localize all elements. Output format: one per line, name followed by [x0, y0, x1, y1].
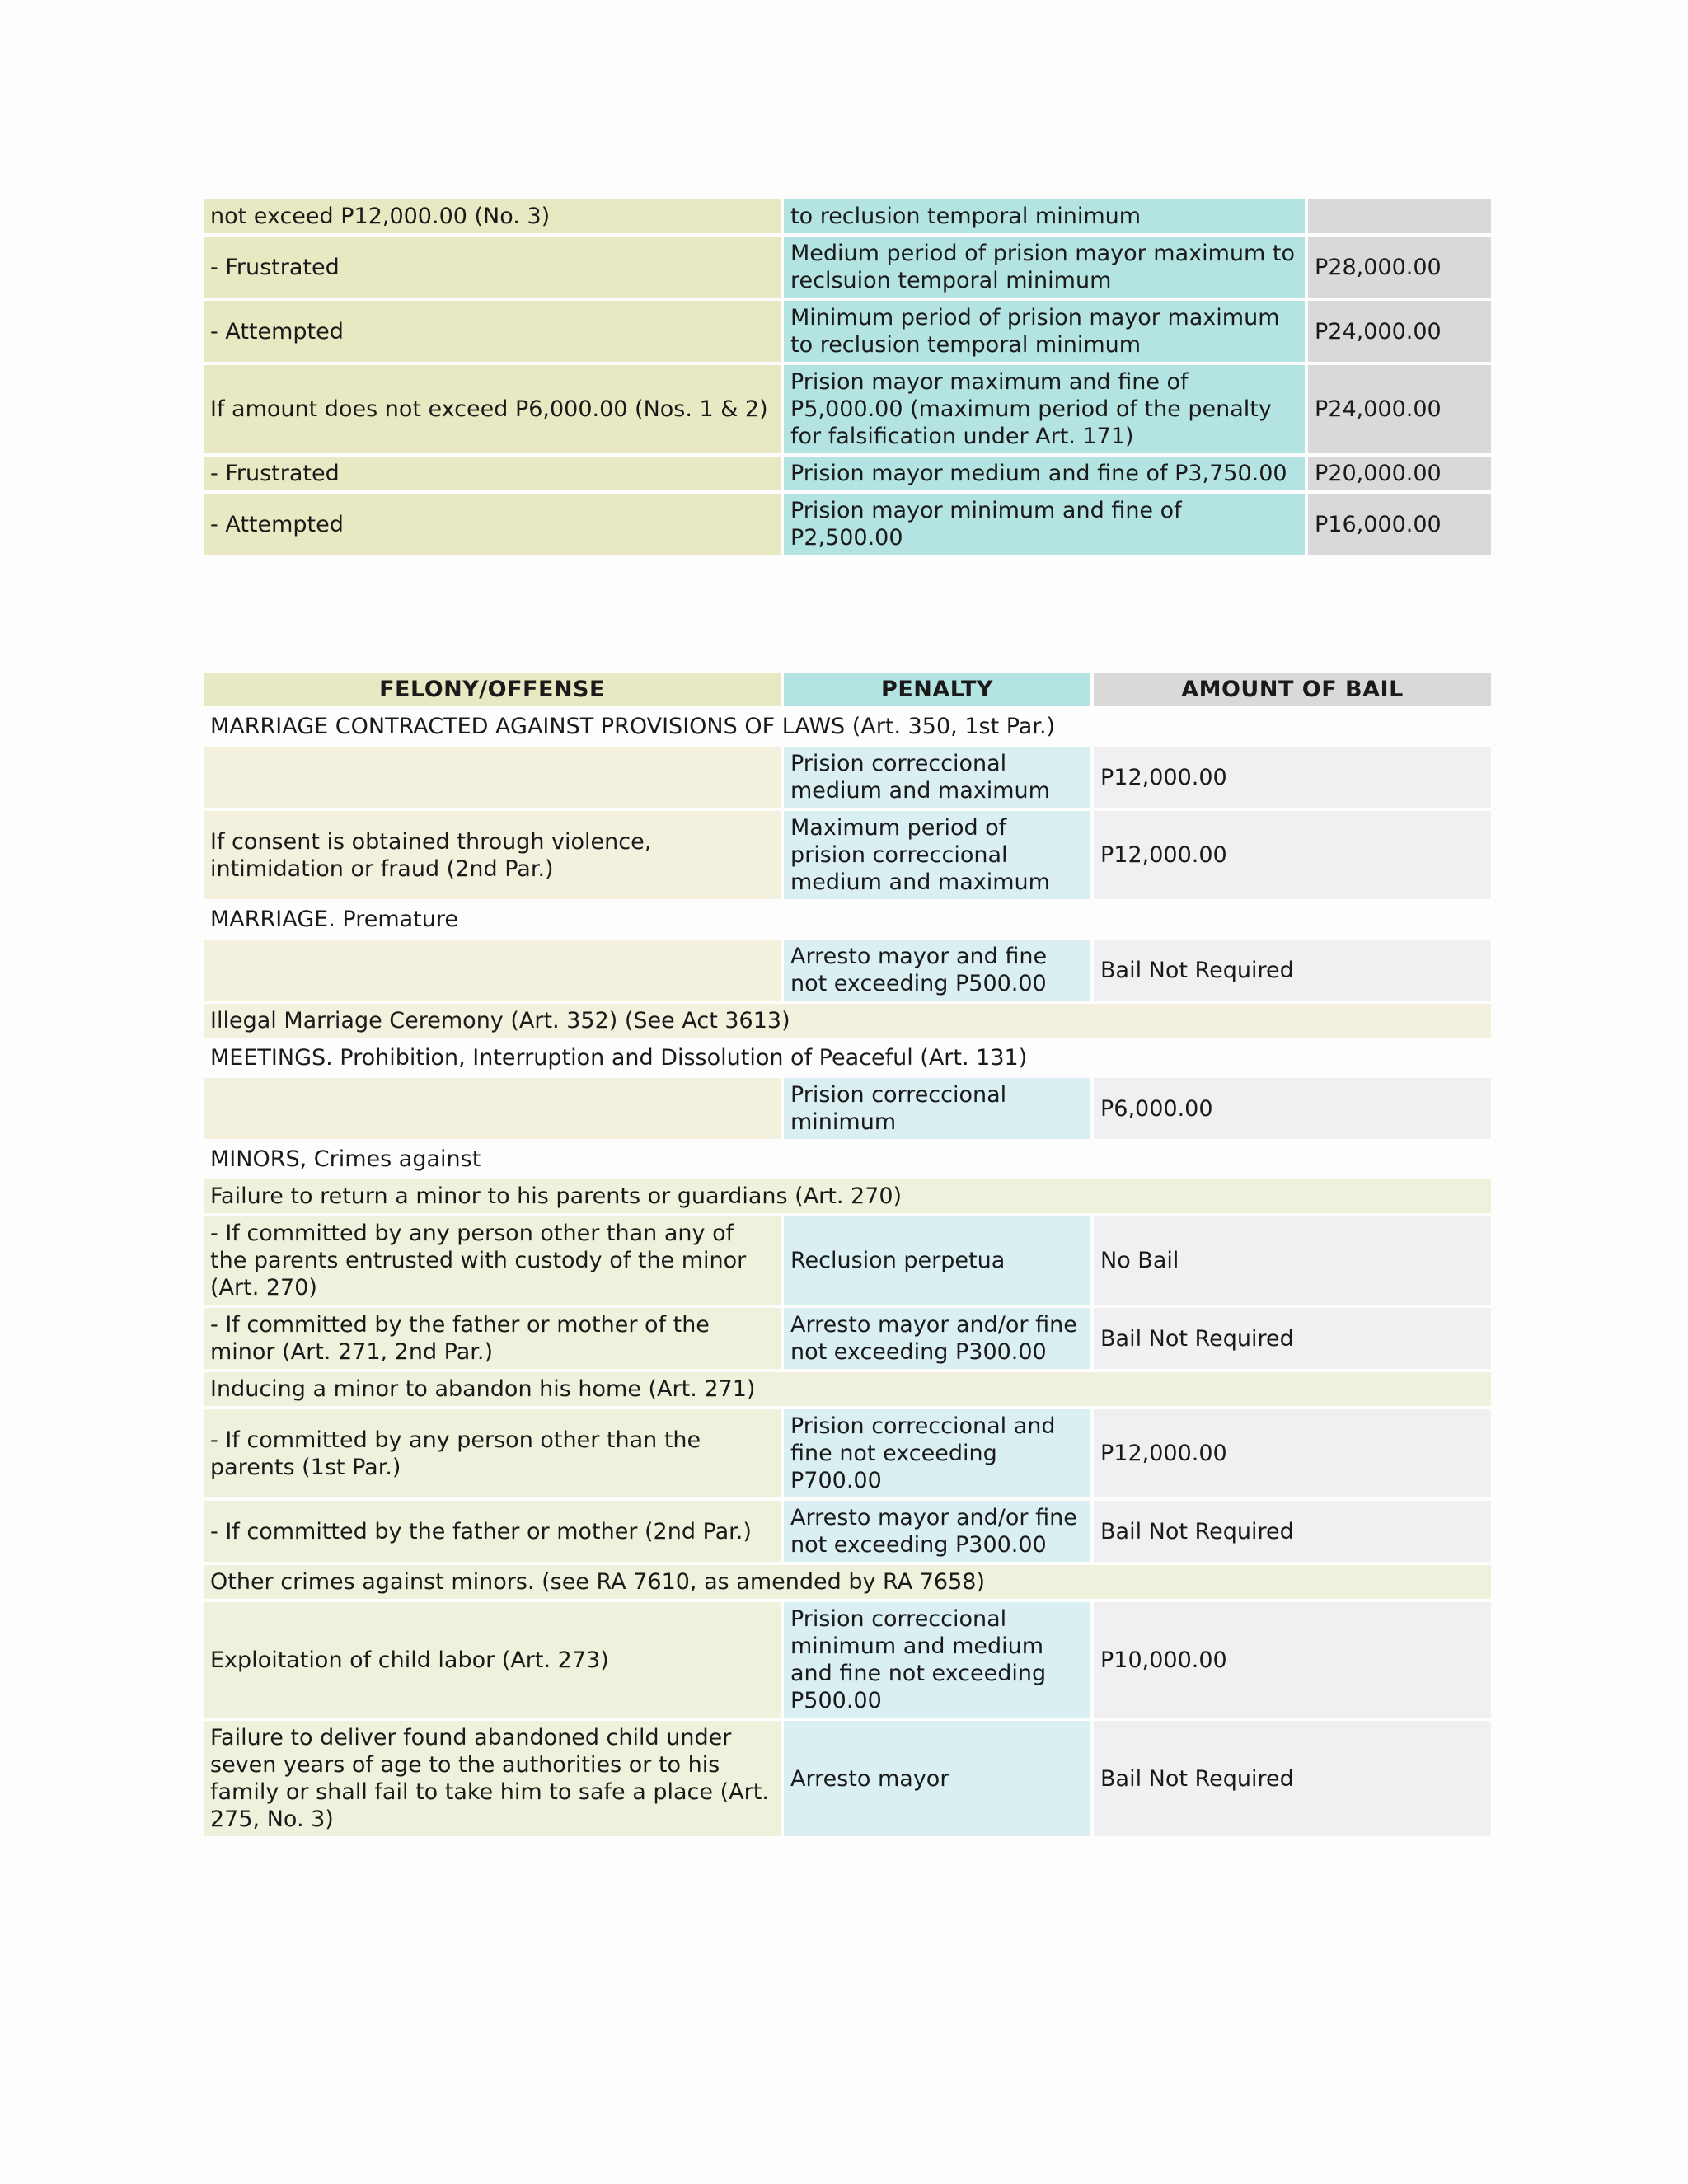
- penalty-cell: to reclusion temporal minimum: [784, 199, 1305, 233]
- table-row: [204, 1721, 1491, 1836]
- bail-cell: P24,000.00: [1308, 365, 1491, 453]
- subheading-row: [204, 1179, 1491, 1213]
- offense-cell: [204, 747, 781, 808]
- offense-cell: - Frustrated: [204, 457, 781, 490]
- bail-cell: P16,000.00: [1308, 494, 1491, 555]
- table-row: [204, 811, 1491, 899]
- bail-cell: P12,000.00: [1094, 811, 1491, 899]
- subheading-row: [204, 1004, 1491, 1038]
- table-row: [204, 1501, 1491, 1562]
- bail-cell: P20,000.00: [1308, 457, 1491, 490]
- bail-cell: Bail Not Required: [1094, 940, 1491, 1001]
- penalty-cell: Minimum period of prision mayor maximum to reclusion temporal minimum: [784, 301, 1305, 362]
- subheading: Illegal Marriage Ceremony (Art. 352) (See Act 3613): [204, 1004, 1491, 1038]
- penalty-cell: Reclusion perpetua: [784, 1216, 1090, 1305]
- table-row: [204, 1216, 1491, 1305]
- table-row: [204, 1409, 1491, 1497]
- section-heading: MINORS, Crimes against: [210, 1146, 481, 1172]
- section-row: [204, 1041, 1491, 1075]
- penalty-cell: Arresto mayor: [784, 1721, 1090, 1836]
- offense-cell: not exceed P12,000.00 (No. 3): [204, 199, 781, 233]
- bail-cell: P24,000.00: [1308, 301, 1491, 362]
- header-offense: FELONY/OFFENSE: [204, 673, 781, 706]
- penalty-cell: Arresto mayor and/or fine not exceeding P300.00: [784, 1501, 1090, 1562]
- bail-cell: P28,000.00: [1308, 237, 1491, 298]
- subheading-row: [204, 1565, 1491, 1599]
- bail-table: [200, 669, 1494, 1840]
- offense-cell: Exploitation of child labor (Art. 273): [204, 1602, 781, 1718]
- offense-cell: [204, 1078, 781, 1139]
- table-row: [204, 494, 1491, 555]
- bail-cell: Bail Not Required: [1094, 1501, 1491, 1562]
- bail-cell: P6,000.00: [1094, 1078, 1491, 1139]
- offense-cell: - Attempted: [204, 301, 781, 362]
- table-header-row: [204, 673, 1491, 706]
- penalty-cell: Arresto mayor and fine not exceeding P500.00: [784, 940, 1090, 1001]
- section-row: [204, 710, 1491, 743]
- table-row: [204, 301, 1491, 362]
- bail-cell: Bail Not Required: [1094, 1721, 1491, 1836]
- table-row: [204, 457, 1491, 490]
- section-row: [204, 1142, 1491, 1176]
- table-row: [204, 1078, 1491, 1139]
- subheading: Inducing a minor to abandon his home (Art. 271): [204, 1372, 1491, 1406]
- penalty-cell: Prision correccional medium and maximum: [784, 747, 1090, 808]
- penalty-cell: Arresto mayor and/or fine not exceeding P300.00: [784, 1308, 1090, 1369]
- bail-cell: P10,000.00: [1094, 1602, 1491, 1718]
- offense-cell: - If committed by the father or mother (2nd Par.): [204, 1501, 781, 1562]
- table-row: [204, 1308, 1491, 1369]
- penalty-cell: Prision mayor medium and fine of P3,750.00: [784, 457, 1305, 490]
- offense-cell: [204, 940, 781, 1001]
- section-row: [204, 902, 1491, 936]
- penalty-cell: Prision mayor minimum and fine of P2,500.00: [784, 494, 1305, 555]
- offense-cell: - If committed by any person other than any of the parents entrusted with custody of the minor (Art. 270): [204, 1216, 781, 1305]
- offense-cell: - Attempted: [204, 494, 781, 555]
- table-row: [204, 237, 1491, 298]
- offense-cell: If consent is obtained through violence, intimidation or fraud (2nd Par.): [204, 811, 781, 899]
- table-row: [204, 747, 1491, 808]
- bail-cell: Bail Not Required: [1094, 1308, 1491, 1369]
- bail-cell: P12,000.00: [1094, 1409, 1491, 1497]
- table-row: [204, 1602, 1491, 1718]
- bail-table-continued: [200, 196, 1494, 558]
- bail-cell: [1308, 199, 1491, 233]
- penalty-cell: Prision correccional minimum and medium and fine not exceeding P500.00: [784, 1602, 1090, 1718]
- section-heading: MARRIAGE. Premature: [210, 907, 458, 932]
- offense-cell: - If committed by the father or mother of the minor (Art. 271, 2nd Par.): [204, 1308, 781, 1369]
- offense-cell: Failure to deliver found abandoned child under seven years of age to the authorities or to his family or shall fail to take him to safe a place (Art. 275, No. 3): [204, 1721, 781, 1836]
- table-row: [204, 365, 1491, 453]
- offense-cell: - If committed by any person other than the parents (1st Par.): [204, 1409, 781, 1497]
- subheading: Other crimes against minors. (see RA 7610, as amended by RA 7658): [204, 1565, 1491, 1599]
- penalty-cell: Prision mayor maximum and fine of P5,000.00 (maximum period of the penalty for falsification under Art. 171): [784, 365, 1305, 453]
- penalty-cell: Maximum period of prision correccional medium and maximum: [784, 811, 1090, 899]
- section-heading: MARRIAGE CONTRACTED AGAINST PROVISIONS OF LAWS (Art. 350, 1st Par.): [210, 714, 1056, 739]
- subheading: Failure to return a minor to his parents or guardians (Art. 270): [204, 1179, 1491, 1213]
- header-bail: AMOUNT OF BAIL: [1094, 673, 1491, 706]
- header-penalty: PENALTY: [784, 673, 1090, 706]
- table-row: [204, 940, 1491, 1001]
- table-row: [204, 199, 1491, 233]
- penalty-cell: Medium period of prision mayor maximum to reclsuion temporal minimum: [784, 237, 1305, 298]
- offense-cell: - Frustrated: [204, 237, 781, 298]
- bail-cell: P12,000.00: [1094, 747, 1491, 808]
- bail-cell: No Bail: [1094, 1216, 1491, 1305]
- subheading-row: [204, 1372, 1491, 1406]
- section-heading: MEETINGS. Prohibition, Interruption and Dissolution of Peaceful (Art. 131): [210, 1045, 1028, 1071]
- offense-cell: If amount does not exceed P6,000.00 (Nos. 1 & 2): [204, 365, 781, 453]
- penalty-cell: Prision correccional minimum: [784, 1078, 1090, 1139]
- penalty-cell: Prision correccional and fine not exceeding P700.00: [784, 1409, 1090, 1497]
